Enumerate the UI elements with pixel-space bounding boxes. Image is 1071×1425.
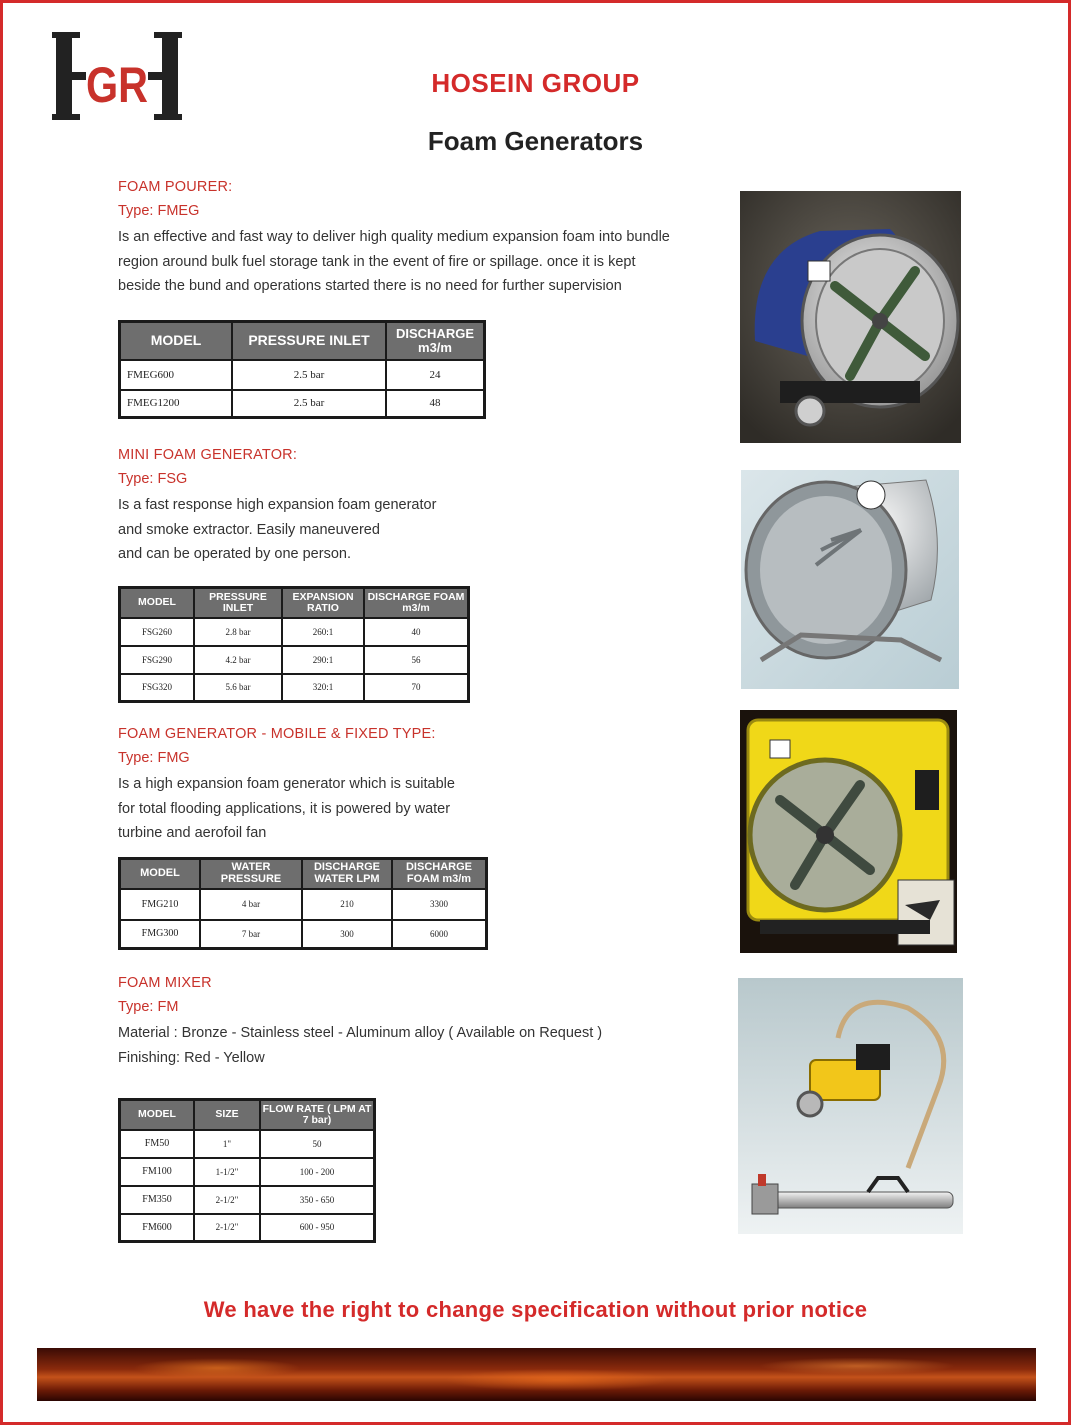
section-heading: MINI FOAM GENERATOR: — [118, 447, 298, 463]
fsg-product-photo — [741, 470, 959, 689]
section-description — [118, 1021, 602, 1070]
section-type: Type: FM — [118, 999, 179, 1015]
table-row — [120, 920, 487, 949]
table-header: MODEL — [120, 322, 233, 360]
description-line: for total flooding applications, it is powered by water — [118, 800, 451, 817]
table-cell: 1-1/2" — [194, 1158, 260, 1186]
table-cell: 300 — [302, 920, 392, 949]
table-cell: FM100 — [120, 1158, 195, 1186]
section-foam-pourer — [118, 179, 670, 299]
section-heading: FOAM MIXER — [118, 975, 212, 991]
description-line: region around bulk fuel storage tank in the event of fire or spillage. once it is kept — [118, 253, 636, 270]
table-cell: 290:1 — [282, 646, 364, 674]
table-header: PRESSURE INLET — [194, 588, 282, 618]
table-cell: FSG320 — [120, 674, 195, 702]
table-header: DISCHARGE FOAM m3/m — [392, 859, 487, 889]
description-line: Material : Bronze - Stainless steel - Aluminum alloy ( Available on Request ) — [118, 1025, 603, 1041]
table-header: SIZE — [194, 1100, 260, 1130]
table-row — [120, 618, 469, 646]
section-mini-foam-generator — [118, 447, 436, 567]
table-cell: 4.2 bar — [194, 646, 282, 674]
table-header: PRESSURE INLET — [232, 322, 386, 360]
table-cell: 48 — [386, 390, 485, 418]
description-line: and can be operated by one person. — [118, 546, 351, 562]
spec-table-fmg — [118, 857, 488, 950]
table-cell: 40 — [364, 618, 469, 646]
table-row — [120, 646, 469, 674]
table-cell: 2-1/2" — [194, 1214, 260, 1242]
table-cell: 320:1 — [282, 674, 364, 702]
table-header: FLOW RATE ( LPM AT 7 bar) — [260, 1100, 375, 1130]
spec-table-fsg — [118, 586, 470, 703]
section-heading: FOAM POURER: — [118, 179, 233, 195]
description-line: Is a high expansion foam generator which is suitable — [118, 776, 455, 792]
table-cell: 1" — [194, 1130, 260, 1158]
section-description — [118, 225, 670, 299]
description-line: turbine and aerofoil fan — [118, 825, 267, 841]
table-cell: 56 — [364, 646, 469, 674]
section-foam-generator-mobile — [118, 726, 455, 846]
description-line: Is an effective and fast way to deliver high quality medium expansion foam into bundle — [118, 229, 670, 245]
table-cell: 70 — [364, 674, 469, 702]
table-cell: 210 — [302, 889, 392, 920]
table-row — [120, 1130, 375, 1158]
table-cell: FMG300 — [120, 920, 201, 949]
table-cell: FM50 — [120, 1130, 195, 1158]
table-cell: 2-1/2" — [194, 1186, 260, 1214]
table-header: EXPANSION RATIO — [282, 588, 364, 618]
description-line: Finishing: Red - Yellow — [118, 1049, 265, 1066]
description-line: Is a fast response high expansion foam generator — [118, 497, 437, 513]
table-row — [120, 1186, 375, 1214]
table-cell: 6000 — [392, 920, 487, 949]
fmg-product-photo — [740, 710, 957, 953]
fmeg-product-photo — [740, 191, 961, 443]
section-description — [118, 772, 455, 846]
table-row — [120, 1214, 375, 1242]
table-row — [120, 1158, 375, 1186]
spec-table-fm — [118, 1098, 376, 1243]
table-header: MODEL — [120, 588, 195, 618]
section-description — [118, 493, 436, 567]
table-row — [120, 674, 469, 702]
table-cell: FM600 — [120, 1214, 195, 1242]
table-cell: FM350 — [120, 1186, 195, 1214]
table-cell: 24 — [386, 360, 485, 390]
table-cell: 2.8 bar — [194, 618, 282, 646]
table-header: MODEL — [120, 859, 201, 889]
section-foam-mixer — [118, 975, 602, 1070]
table-header: DISCHARGE FOAM m3/m — [364, 588, 469, 618]
table-cell: 50 — [260, 1130, 375, 1158]
section-type: Type: FMG — [118, 750, 190, 766]
fire-banner — [37, 1348, 1036, 1401]
spec-table-fmeg — [118, 320, 486, 419]
table-row — [120, 360, 485, 390]
table-row — [120, 889, 487, 920]
table-header: DISCHARGE WATER LPM — [302, 859, 392, 889]
table-header: DISCHARGE m3/m — [386, 322, 485, 360]
table-cell: 5.6 bar — [194, 674, 282, 702]
table-cell: 2.5 bar — [232, 360, 386, 390]
table-header: MODEL — [120, 1100, 195, 1130]
table-cell: FSG290 — [120, 646, 195, 674]
table-cell: 4 bar — [200, 889, 302, 920]
table-row — [120, 390, 485, 418]
table-cell: FSG260 — [120, 618, 195, 646]
table-cell: FMEG1200 — [120, 390, 233, 418]
table-cell: 260:1 — [282, 618, 364, 646]
table-cell: FMG210 — [120, 889, 201, 920]
table-cell: 100 - 200 — [260, 1158, 375, 1186]
fm-product-photo — [738, 978, 963, 1234]
table-header: WATER PRESSURE — [200, 859, 302, 889]
svg-text:GR: GR — [86, 57, 148, 113]
table-cell: 350 - 650 — [260, 1186, 375, 1214]
table-cell: 3300 — [392, 889, 487, 920]
table-cell: 600 - 950 — [260, 1214, 375, 1242]
section-heading: FOAM GENERATOR - MOBILE & FIXED TYPE: — [118, 726, 436, 742]
section-type: Type: FMEG — [118, 203, 200, 219]
table-cell: 7 bar — [200, 920, 302, 949]
table-cell: 2.5 bar — [232, 390, 386, 418]
page-title: Foam Generators — [427, 126, 644, 156]
description-line: beside the bund and operations started there is no need for further supervision — [118, 278, 622, 294]
section-type: Type: FSG — [118, 471, 188, 487]
description-line: and smoke extractor. Easily maneuvered — [118, 521, 380, 538]
disclaimer-note: We have the right to change specification without prior notice — [203, 1297, 868, 1322]
company-name: HOSEIN GROUP — [431, 68, 640, 98]
table-cell: FMEG600 — [120, 360, 233, 390]
